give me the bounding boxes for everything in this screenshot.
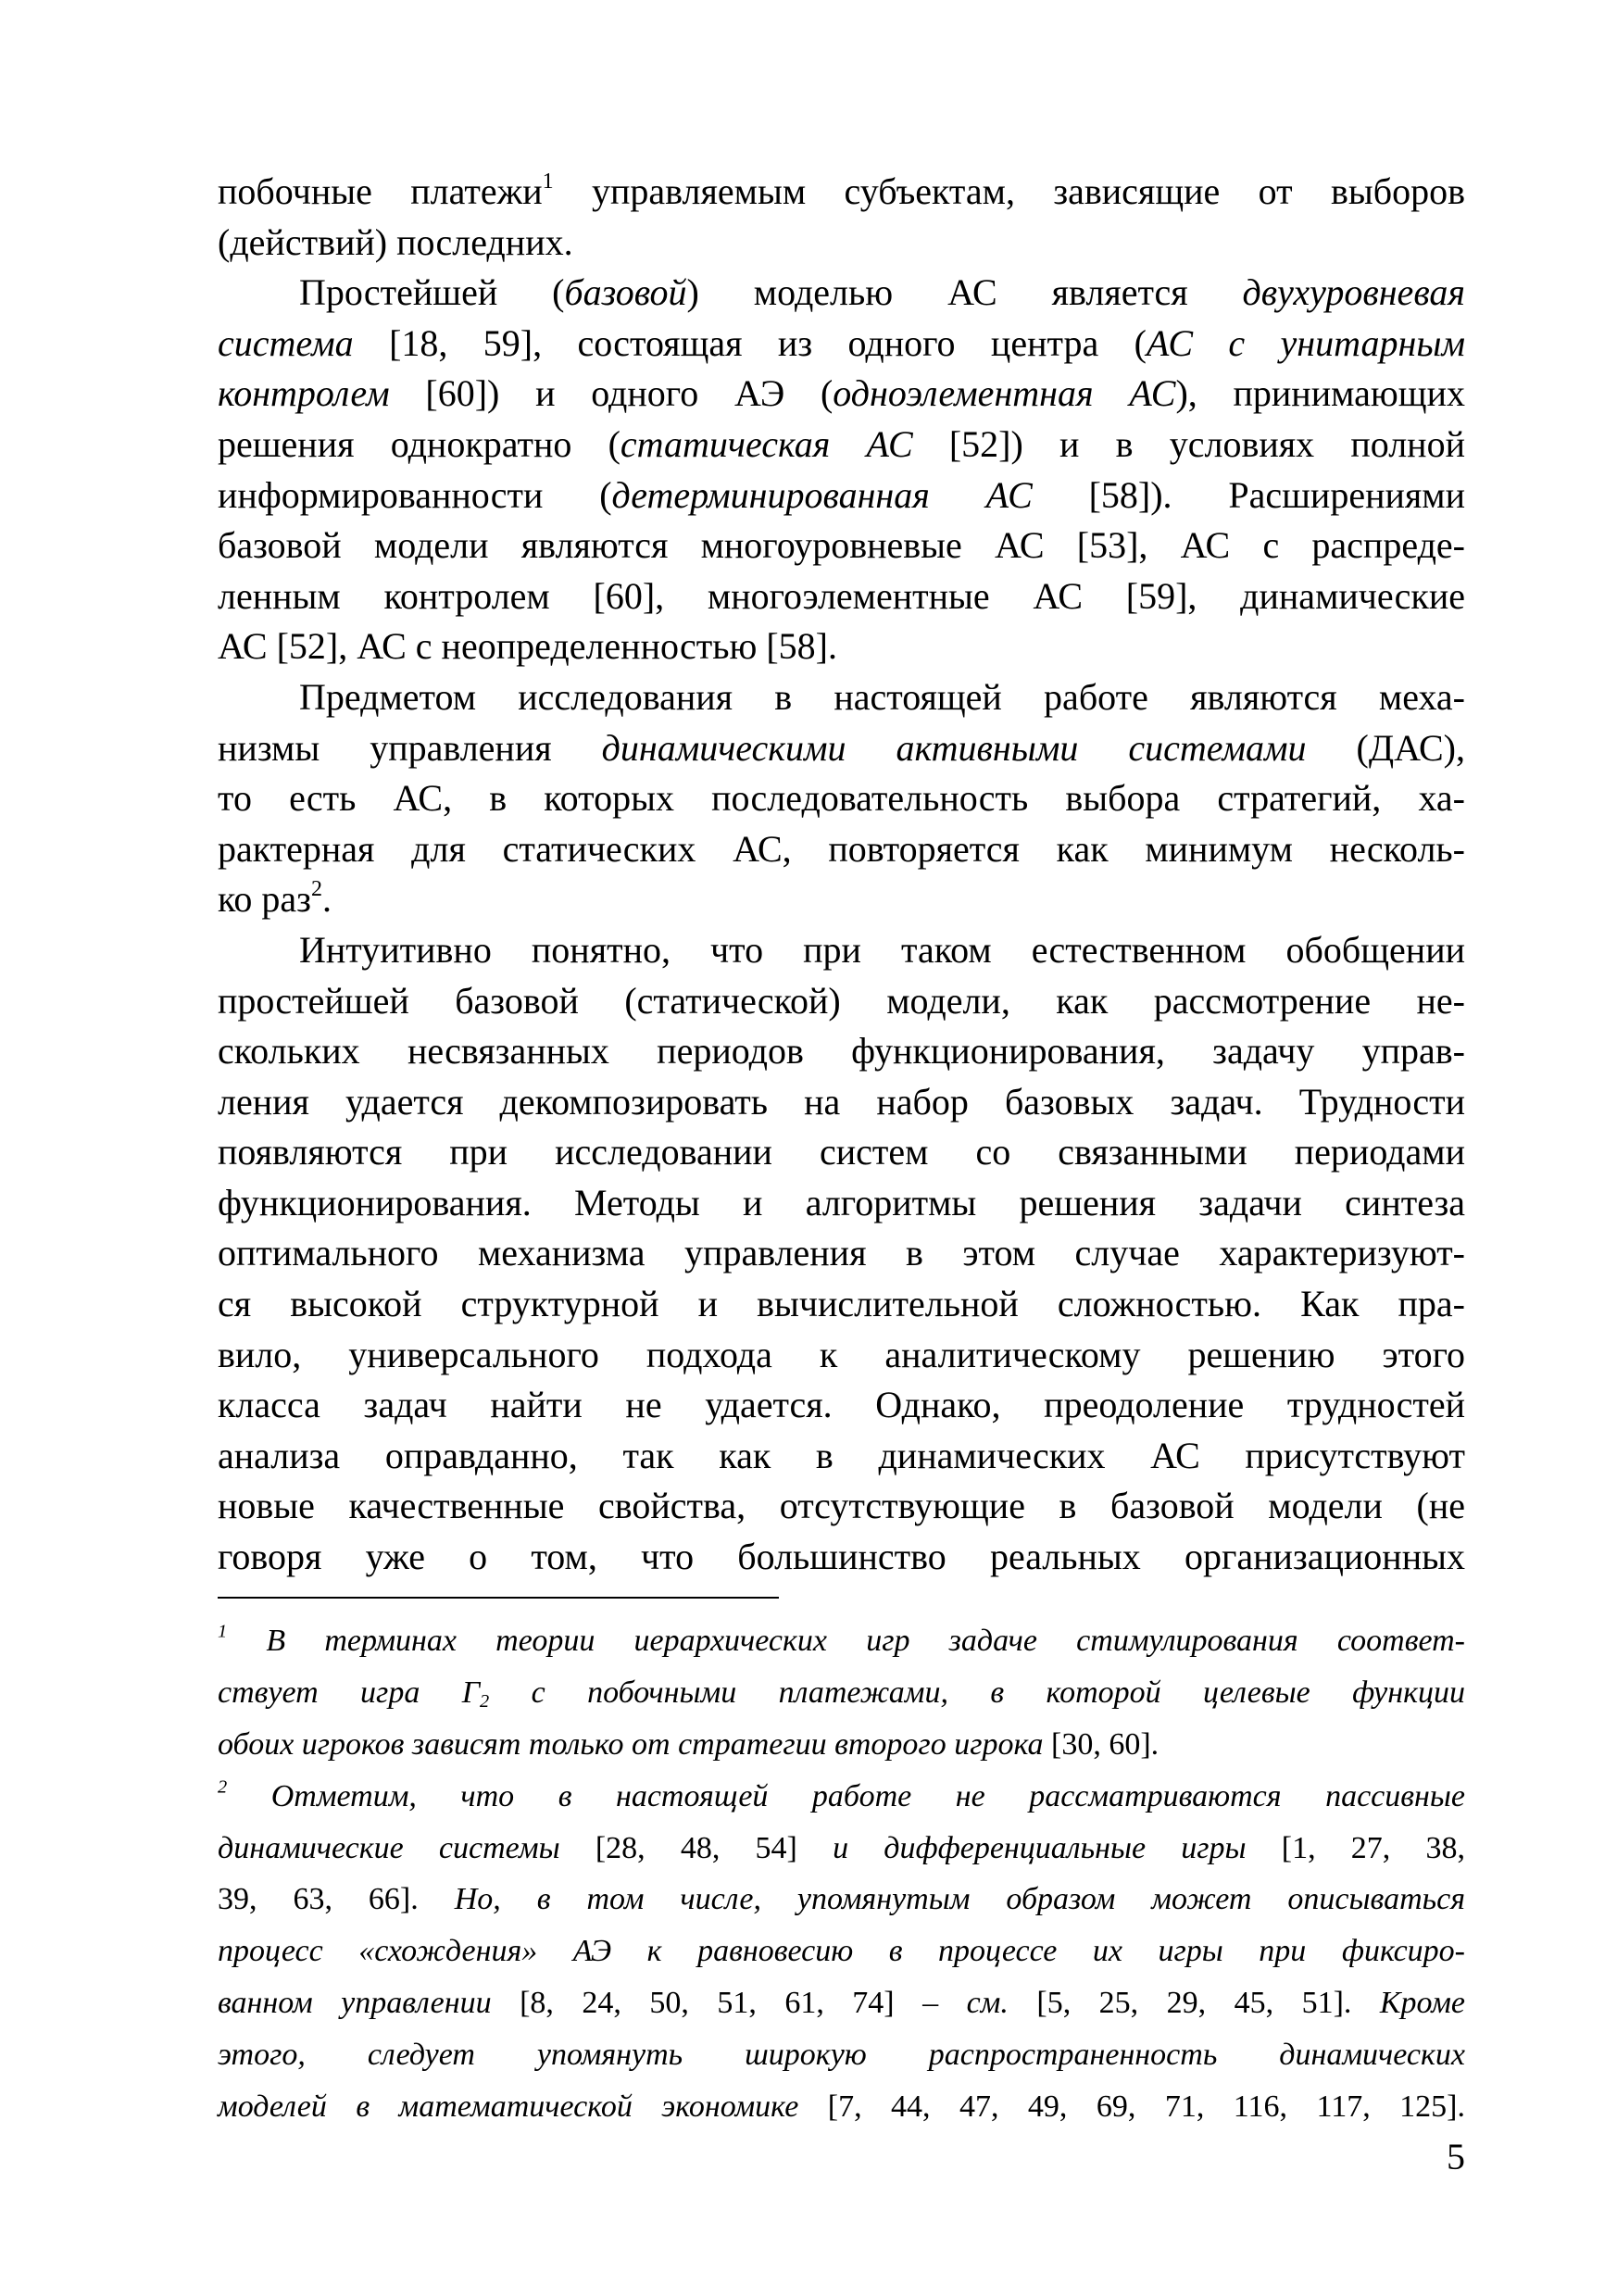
text-run: [8, 24, 50, 51, 61, 74]: [491, 1986, 923, 2021]
text-run: анализа оправданно, так как в динамических АС присутствуют: [218, 1434, 1465, 1476]
text-line: [218, 976, 1465, 1027]
text-run: система: [218, 321, 354, 364]
text-run: ствует игра Г: [218, 1675, 481, 1710]
text-line: [218, 1279, 1465, 1330]
text-run: 39, 63, 66].: [218, 1882, 455, 1917]
text-line: [218, 167, 1465, 218]
text-line: [218, 268, 1465, 319]
text-run: (действий) последних.: [218, 220, 573, 263]
text-run: Предметом исследования в настоящей работе являются меха-: [299, 675, 1465, 718]
text-run: решения однократно (: [218, 422, 620, 465]
text-run: ления удается декомпозировать на набор базовых задач. Трудности: [218, 1080, 1465, 1123]
text-run: ленным контролем [60], многоэлементные АС [59], динамические: [218, 574, 1465, 617]
body-text: [218, 167, 1465, 1583]
footnote-line: [218, 1977, 1465, 2029]
text-run: Интуитивно понятно, что при таком естественном обобщении: [299, 928, 1465, 971]
text-run: [7, 44, 47, 49, 69, 71, 116, 117, 125].: [798, 2089, 1465, 2125]
text-run: [58]). Расширениями: [1032, 473, 1465, 516]
text-run: функционирования. Методы и алгоритмы решения задачи синтеза: [218, 1181, 1465, 1223]
text-run: [60]) и одного АЭ (: [389, 372, 834, 415]
text-line: [218, 874, 1465, 925]
text-run: базовой модели являются многоуровневые АС [53], АС с распреде-: [218, 524, 1465, 567]
text-run: ) моделью АС является: [686, 271, 1243, 314]
text-line: [218, 1431, 1465, 1482]
text-run: моделей в математической экономике: [218, 2089, 799, 2125]
subscript: 2: [480, 1690, 490, 1712]
text-run: оптимального механизма управления в этом случае характеризуют-: [218, 1232, 1465, 1274]
text-line: [218, 1127, 1465, 1178]
text-run: Кроме: [1379, 1986, 1465, 2021]
text-line: [218, 672, 1465, 723]
footnote-line: [218, 1823, 1465, 1875]
footnote-line: [218, 1771, 1465, 1823]
footnote-line: [218, 1719, 1465, 1771]
text-line: [218, 1077, 1465, 1128]
text-run: Простейшей (: [299, 271, 565, 314]
text-run: [1, 27, 38,: [1246, 1830, 1465, 1865]
text-line: [218, 1178, 1465, 1229]
text-line: [218, 521, 1465, 571]
text-run: управляемым субъектам, зависящие от выборов: [553, 170, 1465, 212]
text-run: [52]) и в условиях полной: [912, 422, 1465, 465]
footnotes: [218, 1615, 1465, 2133]
text-run: ся высокой структурной и вычислительной сложностью. Как пра-: [218, 1283, 1465, 1325]
footnote-line: [218, 1615, 1465, 1667]
footnote-line: [218, 1667, 1465, 1719]
text-run: динамические системы: [218, 1830, 560, 1865]
text-run: вило, универсального подхода к аналитическому решению этого: [218, 1333, 1465, 1375]
text-line: [218, 218, 1465, 269]
page-number: 5: [1447, 2136, 1465, 2177]
text-run: низмы управления: [218, 726, 602, 769]
footnote-marker: 1: [542, 169, 554, 194]
text-run: то есть АС, в которых последовательность выбора стратегий, ха-: [218, 777, 1465, 820]
text-line: [218, 470, 1465, 521]
text-run: этого, следует упомянуть широкую распространенность динамических: [218, 2038, 1465, 2073]
text-line: [218, 369, 1465, 420]
text-line: [218, 1228, 1465, 1279]
text-run: Но, в том числе, упомянутым образом может описываться: [454, 1882, 1465, 1917]
text-line: [218, 1481, 1465, 1532]
text-run: – см.: [922, 1986, 1009, 2021]
text-run: статическая АС: [620, 422, 913, 465]
text-line: [218, 1026, 1465, 1077]
text-run: Отметим, что в настоящей работе не рассматриваются пассивные: [227, 1778, 1465, 1813]
text-run: АС с унитарным: [1146, 321, 1465, 364]
text-run: рактерная для статических АС, повторяется как минимум несколь-: [218, 827, 1465, 870]
text-run: скольких несвязанных периодов функционирования, задачу управ-: [218, 1030, 1465, 1073]
text-run: обоих игроков зависят только от стратегии второго игрока: [218, 1726, 1044, 1762]
text-run: АС [52], АС с неопределенностью [58].: [218, 625, 837, 668]
text-line: [218, 571, 1465, 622]
text-line: [218, 925, 1465, 976]
footnote-marker: 1: [218, 1621, 228, 1642]
text-run: ванном управлении: [218, 1986, 492, 2021]
text-run: с побочными платежами, в которой целевые функции: [489, 1675, 1466, 1710]
text-run: говоря уже о том, что большинство реальных организационных: [218, 1536, 1465, 1578]
text-run: новые качественные свойства, отсутствующие в базовой модели (не: [218, 1485, 1465, 1527]
text-line: [218, 1330, 1465, 1381]
text-run: одноэлементная АС: [833, 372, 1176, 415]
text-run: (ДАС),: [1306, 726, 1466, 769]
text-run: ко раз: [218, 878, 311, 921]
text-run: появляются при исследовании систем со связанными периодами: [218, 1131, 1465, 1173]
text-run: динамическими активными системами: [601, 726, 1307, 769]
text-run: [28, 48, 54]: [559, 1830, 834, 1865]
text-run: двухуровневая: [1242, 271, 1465, 314]
text-run: и дифференциальные игры: [833, 1830, 1247, 1865]
footnote-line: [218, 2029, 1465, 2081]
text-run: простейшей базовой (статической) модели, как рассмотрение не-: [218, 979, 1465, 1022]
text-run: .: [321, 878, 332, 921]
text-run: [30, 60].: [1043, 1726, 1159, 1762]
text-line: [218, 1380, 1465, 1431]
text-line: [218, 420, 1465, 470]
footnote-line: [218, 1874, 1465, 1926]
text-run: базовой: [564, 271, 687, 314]
text-line: [218, 723, 1465, 774]
text-run: побочные платежи: [218, 170, 543, 212]
footnote-line: [218, 2081, 1465, 2133]
text-run: ), принимающих: [1175, 372, 1466, 415]
text-run: процесс «схождения» АЭ к равновесию в процессе их игры при фиксиро-: [218, 1934, 1465, 1969]
text-run: контролем: [218, 372, 390, 415]
text-line: [218, 621, 1465, 672]
text-run: информированности (: [218, 473, 612, 516]
text-run: детерминированная АС: [611, 473, 1033, 516]
text-line: [218, 319, 1465, 370]
text-line: [218, 773, 1465, 824]
text-run: класса задач найти не удается. Однако, преодоление трудностей: [218, 1384, 1465, 1426]
text-line: [218, 1532, 1465, 1583]
text-run: В терминах теории иерархических игр задаче стимулирования соответ-: [227, 1624, 1465, 1658]
footnote-line: [218, 1926, 1465, 1977]
text-line: [218, 824, 1465, 875]
footnote-separator: [218, 1597, 779, 1599]
text-run: [5, 25, 29, 45, 51].: [1008, 1986, 1380, 2021]
footnote-marker: 2: [310, 877, 322, 902]
text-run: [18, 59], состоящая из одного центра (: [353, 321, 1147, 364]
footnote-marker: 2: [218, 1776, 228, 1798]
